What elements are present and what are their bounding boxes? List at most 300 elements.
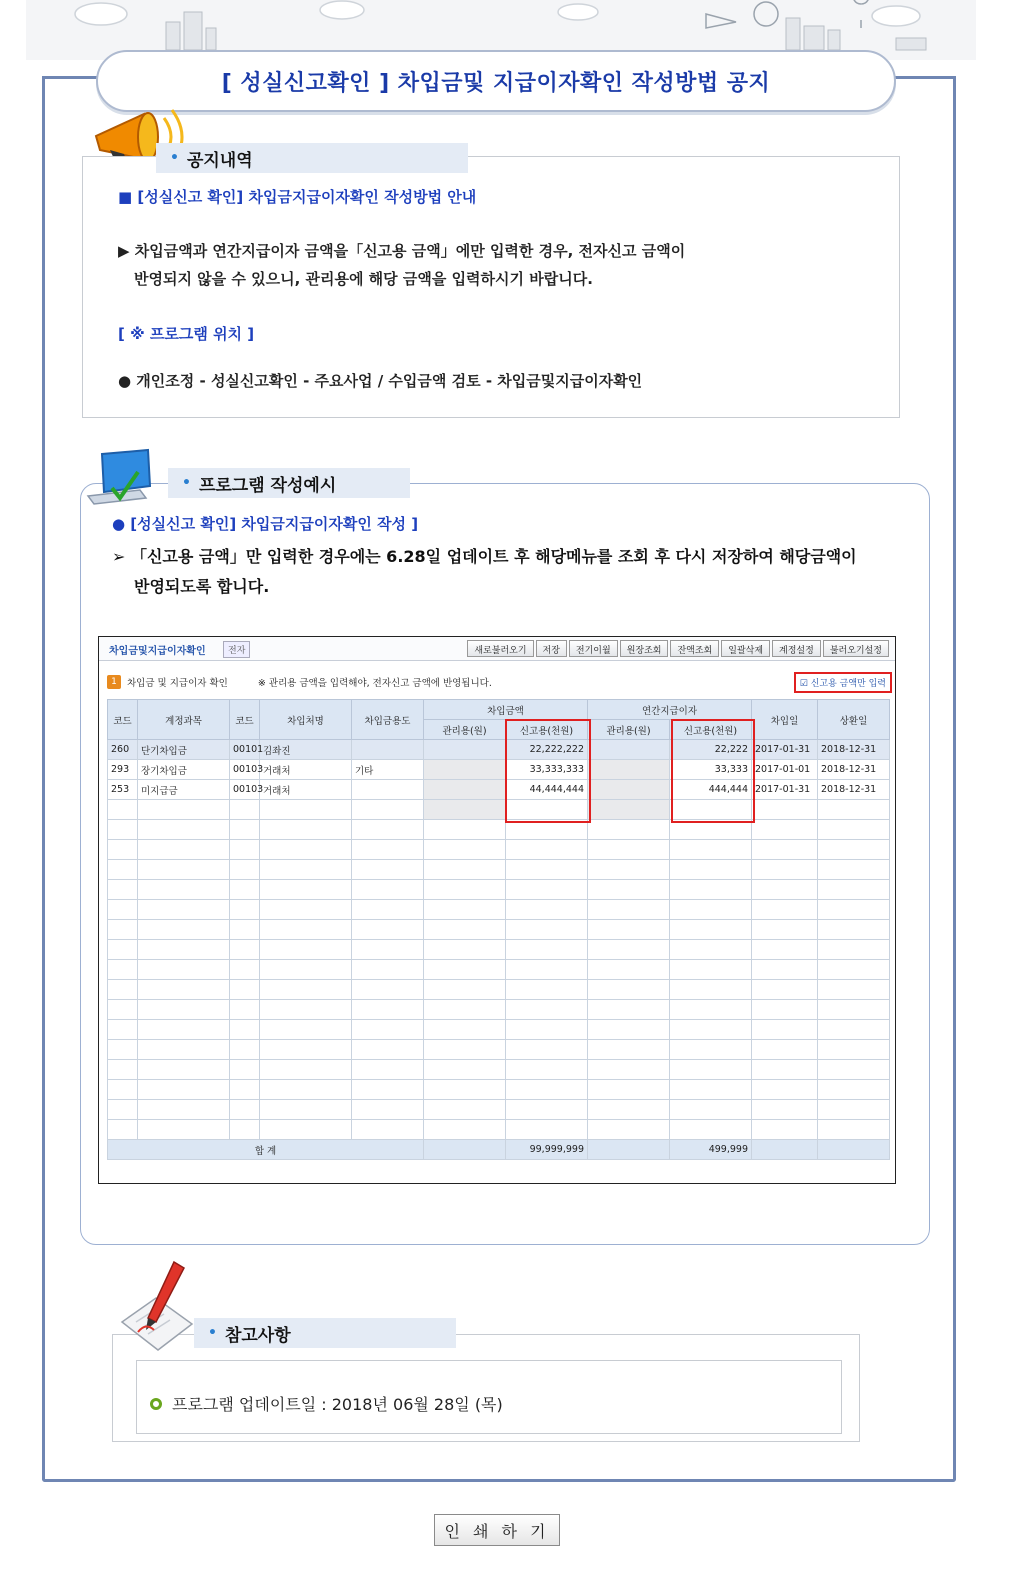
col-borrow-date: 차입일 (752, 700, 818, 740)
empty-cell[interactable] (138, 1080, 230, 1100)
notice-line-1: ▶ 차입금액과 연간지급이자 금액을「신고용 금액」에만 입력한 경우, 전자신고 금액이 (118, 242, 686, 260)
empty-cell[interactable] (424, 860, 506, 880)
empty-cell[interactable] (752, 860, 818, 880)
notice-heading-tab (156, 143, 468, 173)
empty-cell[interactable] (260, 1120, 352, 1140)
empty-cell[interactable] (818, 920, 890, 940)
empty-cell[interactable] (260, 980, 352, 1000)
empty-cell[interactable] (352, 800, 424, 820)
cell-account[interactable]: 단기차입금 (138, 740, 230, 760)
empty-cell[interactable] (506, 880, 588, 900)
empty-cell[interactable] (260, 840, 352, 860)
empty-cell[interactable] (752, 1000, 818, 1020)
empty-cell[interactable] (588, 1060, 670, 1080)
empty-cell[interactable] (506, 960, 588, 980)
empty-cell[interactable] (752, 1020, 818, 1040)
cell-int-report[interactable]: 22,222 (670, 740, 752, 760)
empty-cell[interactable] (138, 1060, 230, 1080)
col-repay-date: 상환일 (818, 700, 890, 740)
account-settings-button[interactable]: 계정설정 (772, 640, 821, 657)
bullet-icon: • (170, 150, 179, 166)
empty-cell[interactable] (138, 980, 230, 1000)
empty-cell[interactable] (818, 800, 890, 820)
empty-cell[interactable] (424, 1060, 506, 1080)
empty-cell[interactable] (588, 1020, 670, 1040)
empty-cell[interactable] (108, 1100, 138, 1120)
empty-cell[interactable] (230, 1040, 260, 1060)
cell-code[interactable]: 253 (108, 780, 138, 800)
page-title: [ 성실신고확인 ] 차입금및 지급이자확인 작성방법 공지 (221, 70, 771, 96)
empty-cell[interactable] (424, 960, 506, 980)
empty-table-row[interactable] (108, 820, 890, 840)
empty-cell[interactable] (352, 960, 424, 980)
empty-cell[interactable] (506, 920, 588, 940)
empty-cell[interactable] (230, 920, 260, 940)
empty-cell[interactable] (752, 820, 818, 840)
empty-cell[interactable] (670, 980, 752, 1000)
empty-cell[interactable] (138, 860, 230, 880)
app-buttons (467, 640, 889, 657)
empty-cell[interactable] (818, 980, 890, 1000)
empty-cell[interactable] (260, 860, 352, 880)
empty-cell[interactable] (588, 1100, 670, 1120)
empty-cell[interactable] (588, 820, 670, 840)
empty-cell[interactable] (588, 860, 670, 880)
empty-cell[interactable] (260, 920, 352, 940)
print-button[interactable]: 인 쇄 하 기 (434, 1514, 560, 1546)
empty-cell[interactable] (588, 1000, 670, 1020)
empty-cell[interactable] (230, 1000, 260, 1020)
empty-cell[interactable] (588, 920, 670, 940)
empty-cell[interactable] (352, 820, 424, 840)
empty-cell[interactable] (752, 920, 818, 940)
cell-loan-mgmt[interactable] (424, 780, 506, 800)
load-settings-button[interactable]: 불러오기설정 (823, 640, 889, 657)
info-number-badge: 1 (107, 675, 121, 689)
empty-cell[interactable] (588, 1120, 670, 1140)
empty-cell[interactable] (260, 1040, 352, 1060)
empty-cell[interactable] (506, 980, 588, 1000)
col-loan-group: 차입금액 (424, 700, 588, 720)
cell-usage[interactable] (352, 780, 424, 800)
empty-cell[interactable] (230, 1100, 260, 1120)
save-button[interactable]: 저장 (536, 640, 567, 657)
empty-cell[interactable] (260, 960, 352, 980)
empty-cell[interactable] (752, 1100, 818, 1120)
app-screenshot (98, 636, 896, 1184)
empty-cell[interactable] (424, 1120, 506, 1140)
cell-loan-mgmt[interactable] (424, 760, 506, 780)
cell-borrow-date[interactable]: 2017-01-01 (752, 760, 818, 780)
empty-cell[interactable] (230, 820, 260, 840)
empty-cell[interactable] (352, 1060, 424, 1080)
empty-table-row[interactable] (108, 1100, 890, 1120)
cell-code[interactable]: 293 (108, 760, 138, 780)
empty-cell[interactable] (352, 980, 424, 1000)
empty-cell[interactable] (506, 1020, 588, 1040)
sum-label: 합 계 (108, 1140, 424, 1160)
col-code: 코드 (108, 700, 138, 740)
empty-cell[interactable] (352, 1040, 424, 1060)
empty-cell[interactable] (506, 1060, 588, 1080)
empty-cell[interactable] (424, 940, 506, 960)
cell-borrow-date[interactable]: 2017-01-31 (752, 780, 818, 800)
cell-loan-report[interactable]: 22,222,222 (506, 740, 588, 760)
empty-cell[interactable] (230, 1080, 260, 1100)
info-label: 차입금 및 지급이자 확인 (127, 678, 228, 689)
empty-cell[interactable] (108, 960, 138, 980)
bullet-icon: • (182, 475, 191, 491)
empty-cell[interactable] (588, 880, 670, 900)
empty-table-row[interactable] (108, 980, 890, 1000)
balance-button[interactable]: 잔액조회 (670, 640, 719, 657)
empty-cell[interactable] (588, 960, 670, 980)
empty-cell[interactable] (818, 880, 890, 900)
empty-cell[interactable] (352, 1080, 424, 1100)
empty-cell[interactable] (670, 940, 752, 960)
cell-code2[interactable]: 00101 (230, 740, 260, 760)
delete-all-button[interactable]: 일괄삭제 (721, 640, 770, 657)
empty-cell[interactable] (424, 900, 506, 920)
empty-cell[interactable] (108, 1120, 138, 1140)
empty-cell[interactable] (424, 1000, 506, 1020)
empty-cell[interactable] (424, 1100, 506, 1120)
empty-table-row[interactable] (108, 860, 890, 880)
cell-account[interactable]: 장기차입금 (138, 760, 230, 780)
cell-repay-date[interactable]: 2018-12-31 (818, 740, 890, 760)
empty-cell[interactable] (506, 1080, 588, 1100)
monitor-check-icon (84, 448, 158, 510)
empty-cell[interactable] (138, 940, 230, 960)
empty-cell[interactable] (230, 940, 260, 960)
empty-cell[interactable] (752, 800, 818, 820)
cell-int-mgmt[interactable] (588, 740, 670, 760)
empty-cell[interactable] (670, 1060, 752, 1080)
empty-cell[interactable] (138, 1100, 230, 1120)
empty-cell[interactable] (752, 880, 818, 900)
empty-cell[interactable] (108, 1020, 138, 1040)
empty-cell[interactable] (670, 1040, 752, 1060)
empty-cell[interactable] (506, 840, 588, 860)
empty-cell[interactable] (818, 1100, 890, 1120)
sum-row (108, 1140, 890, 1160)
cell-usage[interactable] (352, 740, 424, 760)
empty-cell[interactable] (230, 840, 260, 860)
empty-cell[interactable] (260, 1100, 352, 1120)
empty-cell[interactable] (230, 1060, 260, 1080)
empty-cell[interactable] (818, 840, 890, 860)
empty-cell[interactable] (424, 800, 506, 820)
empty-table-row[interactable] (108, 1020, 890, 1040)
empty-table-row[interactable] (108, 1120, 890, 1140)
empty-cell[interactable] (352, 1000, 424, 1020)
empty-cell[interactable] (752, 980, 818, 1000)
cell-loan-report[interactable]: 33,333,333 (506, 760, 588, 780)
empty-cell[interactable] (752, 1080, 818, 1100)
sum-borrow (752, 1140, 818, 1160)
empty-cell[interactable] (670, 1080, 752, 1100)
location-title: [ ※ 프로그램 위치 ] (118, 325, 255, 343)
empty-cell[interactable] (230, 1020, 260, 1040)
empty-cell[interactable] (670, 840, 752, 860)
empty-cell[interactable] (352, 840, 424, 860)
table-row[interactable] (108, 740, 890, 760)
cell-code[interactable]: 260 (108, 740, 138, 760)
empty-cell[interactable] (108, 820, 138, 840)
empty-cell[interactable] (230, 980, 260, 1000)
update-date-text: 프로그램 업데이트일 : 2018년 06월 28일 (목) (172, 1395, 503, 1414)
empty-cell[interactable] (108, 800, 138, 820)
empty-cell[interactable] (352, 920, 424, 940)
empty-table-row[interactable] (108, 1040, 890, 1060)
empty-table-row[interactable] (108, 960, 890, 980)
cell-repay-date[interactable]: 2018-12-31 (818, 760, 890, 780)
empty-cell[interactable] (818, 820, 890, 840)
cell-int-mgmt[interactable] (588, 780, 670, 800)
empty-table-row[interactable] (108, 1000, 890, 1020)
app-toolbar (99, 637, 895, 661)
cell-lender[interactable]: 김좌진 (260, 740, 352, 760)
empty-cell[interactable] (588, 1080, 670, 1100)
empty-cell[interactable] (424, 840, 506, 860)
cell-loan-report[interactable]: 44,444,444 (506, 780, 588, 800)
empty-cell[interactable] (818, 900, 890, 920)
empty-cell[interactable] (352, 940, 424, 960)
app-badge: 전자 (223, 641, 250, 658)
empty-cell[interactable] (138, 1020, 230, 1040)
empty-cell[interactable] (424, 880, 506, 900)
empty-cell[interactable] (352, 880, 424, 900)
cell-code2[interactable]: 00103 (230, 760, 260, 780)
empty-cell[interactable] (818, 960, 890, 980)
empty-cell[interactable] (230, 800, 260, 820)
empty-cell[interactable] (506, 940, 588, 960)
empty-cell[interactable] (138, 820, 230, 840)
col-lender: 차입처명 (260, 700, 352, 740)
empty-cell[interactable] (818, 1040, 890, 1060)
empty-cell[interactable] (108, 920, 138, 940)
empty-cell[interactable] (506, 860, 588, 880)
empty-cell[interactable] (230, 860, 260, 880)
report-only-checkbox[interactable]: ☑ 신고용 금액만 입력 (794, 672, 892, 693)
example-paragraph (112, 542, 902, 602)
empty-cell[interactable] (670, 920, 752, 940)
empty-cell[interactable] (230, 880, 260, 900)
empty-cell[interactable] (260, 1080, 352, 1100)
sum-loan-mgmt (424, 1140, 506, 1160)
col-account: 계정과목 (138, 700, 230, 740)
empty-cell[interactable] (260, 900, 352, 920)
empty-table-row[interactable] (108, 920, 890, 940)
empty-table-row[interactable] (108, 840, 890, 860)
empty-cell[interactable] (506, 1000, 588, 1020)
empty-rows (108, 800, 890, 1140)
empty-cell[interactable] (108, 840, 138, 860)
empty-cell[interactable] (670, 1000, 752, 1020)
col-usage: 차입금용도 (352, 700, 424, 740)
empty-cell[interactable] (588, 800, 670, 820)
empty-cell[interactable] (138, 800, 230, 820)
empty-cell[interactable] (260, 940, 352, 960)
empty-cell[interactable] (108, 1080, 138, 1100)
empty-cell[interactable] (424, 980, 506, 1000)
empty-cell[interactable] (108, 880, 138, 900)
notice-subheading: ■ [성실신고 확인] 차입금지급이자확인 작성방법 안내 (118, 188, 477, 206)
highlight-interest-report (671, 719, 755, 823)
empty-cell[interactable] (588, 1040, 670, 1060)
empty-cell[interactable] (670, 880, 752, 900)
cell-int-report[interactable]: 444,444 (670, 780, 752, 800)
empty-cell[interactable] (588, 940, 670, 960)
empty-cell[interactable] (108, 1000, 138, 1020)
empty-cell[interactable] (818, 860, 890, 880)
reload-button[interactable]: 새로불러오기 (467, 640, 533, 657)
empty-cell[interactable] (108, 980, 138, 1000)
empty-cell[interactable] (670, 1020, 752, 1040)
cell-code2[interactable]: 00103 (230, 780, 260, 800)
cell-account[interactable]: 미지급금 (138, 780, 230, 800)
empty-cell[interactable] (670, 960, 752, 980)
empty-table-row[interactable] (108, 940, 890, 960)
empty-cell[interactable] (138, 1120, 230, 1140)
empty-cell[interactable] (818, 1120, 890, 1140)
empty-cell[interactable] (108, 1040, 138, 1060)
empty-cell[interactable] (752, 1060, 818, 1080)
pencil-paper-icon (116, 1258, 196, 1354)
green-bullet-icon (150, 1398, 162, 1410)
empty-cell[interactable] (752, 1120, 818, 1140)
empty-cell[interactable] (588, 900, 670, 920)
cell-loan-mgmt[interactable] (424, 740, 506, 760)
empty-table-row[interactable] (108, 880, 890, 900)
col-int-mgmt: 관리용(원) (588, 720, 670, 740)
bullet-icon: • (208, 1325, 217, 1341)
cell-repay-date[interactable]: 2018-12-31 (818, 780, 890, 800)
empty-cell[interactable] (260, 880, 352, 900)
reference-line (150, 1392, 503, 1415)
empty-cell[interactable] (352, 1120, 424, 1140)
cell-lender[interactable]: 거래처 (260, 780, 352, 800)
empty-table-row[interactable] (108, 1080, 890, 1100)
info-hint: ※ 관리용 금액을 입력해야, 전자신고 금액에 반영됩니다. (257, 678, 492, 689)
table-row[interactable] (108, 760, 890, 780)
example-subheading: ● [성실신고 확인] 차입금지급이자확인 작성 ] (112, 515, 419, 533)
table-row[interactable] (108, 780, 890, 800)
reference-heading: 참고사항 (224, 1325, 291, 1346)
empty-cell[interactable] (506, 1120, 588, 1140)
empty-cell[interactable] (108, 900, 138, 920)
empty-cell[interactable] (818, 940, 890, 960)
empty-cell[interactable] (230, 960, 260, 980)
empty-cell[interactable] (230, 900, 260, 920)
empty-cell[interactable] (424, 920, 506, 940)
col-int-report: 신고용(천원) (670, 720, 752, 740)
empty-cell[interactable] (138, 840, 230, 860)
empty-cell[interactable] (138, 920, 230, 940)
example-heading-tab (168, 468, 410, 498)
empty-cell[interactable] (260, 820, 352, 840)
cell-int-mgmt[interactable] (588, 760, 670, 780)
location-path: ● 개인조정 - 성실신고확인 - 주요사업 / 수입금액 검토 - 차입금및지급이자확인 (118, 372, 643, 390)
sum-repay (818, 1140, 890, 1160)
empty-cell[interactable] (108, 860, 138, 880)
empty-cell[interactable] (138, 880, 230, 900)
empty-cell[interactable] (670, 900, 752, 920)
empty-table-row[interactable] (108, 800, 890, 820)
empty-cell[interactable] (352, 900, 424, 920)
example-line-2: 반영되도록 합니다. (134, 577, 270, 596)
empty-cell[interactable] (818, 1060, 890, 1080)
empty-cell[interactable] (424, 1040, 506, 1060)
empty-cell[interactable] (230, 1120, 260, 1140)
empty-cell[interactable] (138, 960, 230, 980)
cell-borrow-date[interactable]: 2017-01-31 (752, 740, 818, 760)
empty-cell[interactable] (424, 1020, 506, 1040)
empty-cell[interactable] (260, 1060, 352, 1080)
cell-int-report[interactable]: 33,333 (670, 760, 752, 780)
reference-heading-tab (194, 1318, 456, 1348)
empty-cell[interactable] (752, 960, 818, 980)
empty-cell[interactable] (588, 980, 670, 1000)
example-heading: 프로그램 작성예시 (198, 475, 337, 496)
empty-cell[interactable] (424, 1080, 506, 1100)
empty-cell[interactable] (260, 800, 352, 820)
empty-cell[interactable] (506, 1100, 588, 1120)
empty-cell[interactable] (260, 1020, 352, 1040)
notice-line-2: 반영되지 않을 수 있으니, 관리용에 해당 금액을 입력하시기 바랍니다. (134, 270, 593, 288)
empty-cell[interactable] (670, 1120, 752, 1140)
app-title: 차입금및지급이자확인 (109, 646, 206, 657)
empty-cell[interactable] (752, 840, 818, 860)
example-line-1: ➢ 「신고용 금액」만 입력한 경우에는 6.28일 업데이트 후 해당메뉴를 조회 후 다시 저장하여 해당금액이 (112, 547, 857, 566)
empty-cell[interactable] (752, 1040, 818, 1060)
empty-cell[interactable] (818, 1020, 890, 1040)
empty-cell[interactable] (424, 820, 506, 840)
cell-usage[interactable]: 기타 (352, 760, 424, 780)
empty-cell[interactable] (588, 840, 670, 860)
notice-heading: 공지내역 (186, 150, 253, 171)
empty-cell[interactable] (506, 1040, 588, 1060)
empty-cell[interactable] (352, 1100, 424, 1120)
title-banner (96, 50, 896, 112)
empty-cell[interactable] (670, 1100, 752, 1120)
ledger-button[interactable]: 원장조회 (620, 640, 669, 657)
empty-cell[interactable] (670, 860, 752, 880)
empty-cell[interactable] (818, 1080, 890, 1100)
empty-table-row[interactable] (108, 900, 890, 920)
empty-cell[interactable] (818, 1000, 890, 1020)
empty-cell[interactable] (138, 900, 230, 920)
empty-cell[interactable] (138, 1040, 230, 1060)
empty-cell[interactable] (752, 900, 818, 920)
empty-cell[interactable] (352, 860, 424, 880)
col-code2: 코드 (230, 700, 260, 740)
empty-cell[interactable] (752, 940, 818, 960)
empty-cell[interactable] (260, 1000, 352, 1020)
cell-lender[interactable]: 거래처 (260, 760, 352, 780)
empty-cell[interactable] (506, 900, 588, 920)
carry-over-button[interactable]: 전기이월 (569, 640, 618, 657)
empty-cell[interactable] (108, 1060, 138, 1080)
app-info-row (107, 675, 492, 689)
col-loan-report: 신고용(천원) (506, 720, 588, 740)
empty-cell[interactable] (138, 1000, 230, 1020)
col-loan-mgmt: 관리용(원) (424, 720, 506, 740)
empty-cell[interactable] (352, 1020, 424, 1040)
highlight-loan-report (505, 719, 591, 823)
empty-cell[interactable] (108, 940, 138, 960)
empty-table-row[interactable] (108, 1060, 890, 1080)
